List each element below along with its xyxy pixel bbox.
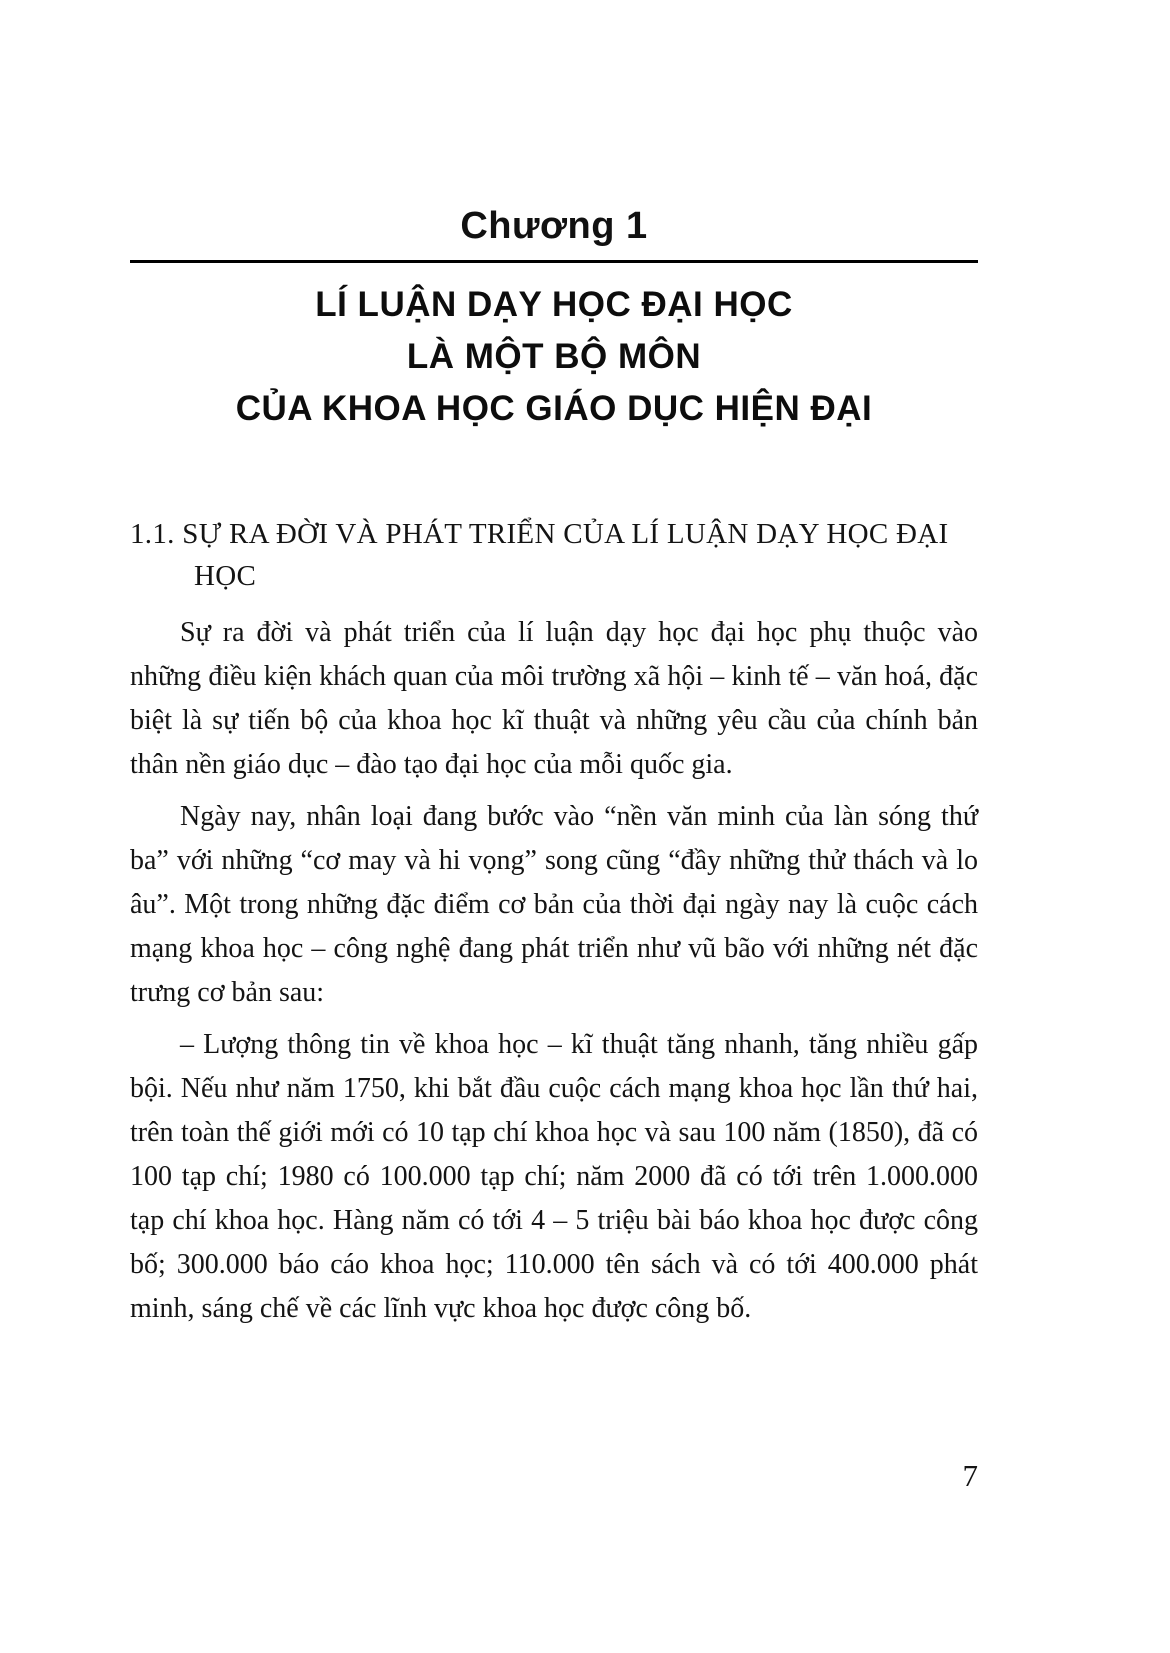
page-content [130, 205, 978, 1331]
paragraph-2: Ngày nay, nhân loại đang bước vào “nền văn minh của làn sóng thứ ba” với những “cơ may và hi vọng” song cũng “đầy những thử thách và lo âu”. Một trong những đặc điểm cơ bản của thời đại ngày nay là cuộc cách mạng khoa học – công nghệ đang phát triển như vũ bão với những nét đặc trưng cơ bản sau: [130, 801, 978, 1008]
chapter-title-line-2: LÀ MỘT BỘ MÔN [406, 337, 702, 376]
chapter-title-line-3: CỦA KHOA HỌC GIÁO DỤC HIỆN ĐẠI [235, 389, 873, 428]
paragraph-1: Sự ra đời và phát triển của lí luận dạy học đại học phụ thuộc vào những điều kiện khách quan của môi trường xã hội – kinh tế – văn hoá, đặc biệt là sự tiến bộ của khoa học kĩ thuật và những yêu cầu của chính bản thân nền giáo dục – đào tạo đại học của mỗi quốc gia. [130, 617, 978, 780]
section-heading-text: SỰ RA ĐỜI VÀ PHÁT TRIỂN CỦA LÍ LUẬN DẠY HỌC ĐẠI HỌC [182, 518, 949, 592]
chapter-title-line-1: LÍ LUẬN DẠY HỌC ĐẠI HỌC [315, 285, 793, 324]
body-text [130, 611, 978, 1331]
chapter-divider-rule [130, 260, 978, 263]
paragraph-3: – Lượng thông tin về khoa học – kĩ thuật tăng nhanh, tăng nhiều gấp bội. Nếu như năm 1750, khi bắt đầu cuộc cách mạng khoa học lần thứ hai, trên toàn thế giới mới có 10 tạp chí khoa học và sau 100 năm (1850), đã có 100 tạp chí; 1980 có 100.000 tạp chí; năm 2000 đã có tới trên 1.000.000 tạp chí khoa học. Hàng năm có tới 4 – 5 triệu bài báo khoa học được công bố; 300.000 báo cáo khoa học; 110.000 tên sách và có tới 400.000 phát minh, sáng chế về các lĩnh vực khoa học được công bố. [130, 1029, 978, 1324]
page-number: 7 [962, 1458, 978, 1493]
section-number: 1.1. [130, 518, 175, 550]
section-heading [130, 513, 978, 597]
chapter-label: Chương 1 [460, 205, 648, 247]
chapter-title [130, 279, 978, 435]
